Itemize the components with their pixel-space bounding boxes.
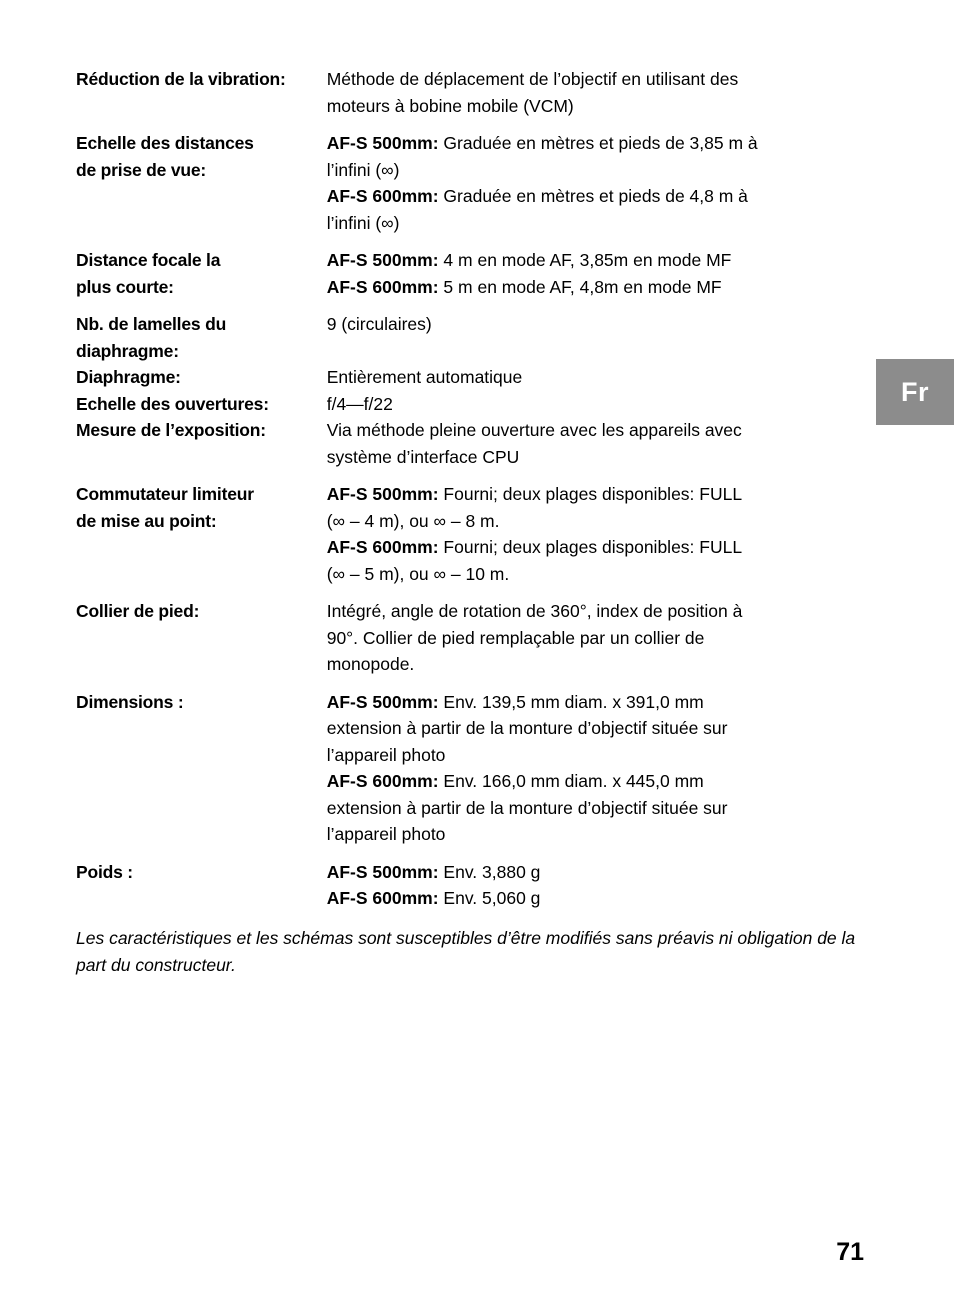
model-name: AF-S 600mm: [326,186,439,206]
spec-value-line [327,689,866,716]
spec-label [76,311,327,364]
model-name: AF-S 500mm: [326,691,439,712]
disclaimer-note: Les caractéristiques et les schémas sont susceptibles d’être modifiés sans préavis ni obligation de la part du constructeur. [76,928,856,975]
spec-value-text: l’appareil photo [326,744,446,765]
spec-value-text: 5 m en mode AF, 4,8m en mode MF [438,276,722,297]
spec-value-text: extension à partir de la monture d’objectif située sur [326,797,728,818]
spec-value-text: Env. 3,880 g [438,861,541,882]
spec-label [76,859,327,912]
spec-label-line: Diaphragme: [76,367,181,387]
spec-row-gap [76,848,866,859]
spec-row [76,66,866,119]
spec-label-line: de prise de vue: [76,159,207,180]
spec-row-gap [76,236,866,247]
spec-label [76,391,327,418]
spec-row-gap-cell [76,587,866,598]
spec-value [327,311,866,364]
spec-row [76,364,866,391]
spec-value-line [327,364,866,391]
specifications-table [76,66,866,912]
spec-row [76,247,866,300]
spec-label [76,417,327,470]
spec-value-line [327,715,866,742]
spec-value-line [327,93,866,120]
model-name: AF-S 500mm: [326,861,439,882]
spec-value-text: (∞ – 5 m), ou ∞ – 10 m. [326,563,510,584]
spec-value-line [327,795,866,822]
spec-value-text: Fourni; deux plages disponibles: FULL [438,484,743,504]
spec-value-text: (∞ – 4 m), ou ∞ – 8 m. [326,510,500,531]
spec-row-gap [76,470,866,481]
spec-label-line: Poids : [76,861,133,882]
spec-value-line [327,598,866,625]
spec-label-line: de mise au point: [76,510,217,531]
spec-value-text: Env. 139,5 mm diam. x 391,0 mm [438,691,704,712]
spec-value-text: Fourni; deux plages disponibles: FULL [438,537,743,557]
spec-value [327,689,866,848]
spec-value-text: 90°. Collier de pied remplaçable par un collier de [326,627,705,648]
spec-value-line [327,885,866,912]
spec-value-text: l’appareil photo [326,824,446,844]
spec-row-gap [76,587,866,598]
spec-value-line [327,274,866,301]
spec-label-line: Commutateur limiteur [76,484,254,504]
spec-label [76,247,327,300]
spec-label [76,481,327,587]
spec-row-gap-cell [76,119,866,130]
spec-label [76,364,327,391]
spec-value-text: Méthode de déplacement de l’objectif en utilisant des [326,69,739,89]
spec-row [76,130,866,236]
spec-value-line [327,247,866,274]
spec-value [327,859,866,912]
spec-value-line [327,311,866,338]
spec-value [327,247,866,300]
spec-value-line [327,742,866,769]
spec-value-line [327,183,866,210]
spec-label [76,598,327,678]
spec-value-text: système d’interface CPU [326,446,520,467]
spec-row [76,859,866,912]
model-name: AF-S 600mm: [326,771,439,791]
spec-value [327,66,866,119]
model-name: AF-S 500mm: [326,133,439,153]
spec-value [327,481,866,587]
spec-label-line: Distance focale la [76,250,221,270]
spec-row-gap-cell [76,678,866,689]
spec-row [76,598,866,678]
spec-value-line [327,391,866,418]
spec-value-line [327,508,866,535]
spec-row-gap-cell [76,236,866,247]
spec-value-line [327,625,866,652]
spec-value-text: Graduée en mètres et pieds de 4,8 m à [438,186,748,206]
model-name: AF-S 500mm: [326,484,439,504]
spec-label-line: diaphragme: [76,340,179,361]
spec-row [76,311,866,364]
spec-value-line [327,481,866,508]
spec-value-text: extension à partir de la monture d’objectif située sur [326,718,728,738]
spec-label-line: Réduction de la vibration: [76,69,286,89]
spec-value-line [327,157,866,184]
spec-value-text: 4 m en mode AF, 3,85m en mode MF [438,250,732,270]
model-name: AF-S 500mm: [326,250,439,270]
spec-row-gap-cell [76,470,866,481]
spec-value-line [327,534,866,561]
spec-value [327,391,866,418]
spec-value-text: Via méthode pleine ouverture avec les appareils avec [326,420,742,440]
spec-value [327,598,866,678]
spec-value-text: Env. 166,0 mm diam. x 445,0 mm [438,771,704,791]
spec-label [76,689,327,848]
spec-row [76,417,866,470]
spec-row-gap-cell [76,300,866,311]
spec-row [76,689,866,848]
spec-row-gap [76,300,866,311]
spec-value-text: 9 (circulaires) [326,314,432,334]
spec-row-gap-cell [76,848,866,859]
spec-value-text: Graduée en mètres et pieds de 3,85 m à [438,133,758,153]
spec-label-line: Echelle des ouvertures: [76,393,269,414]
spec-row [76,391,866,418]
spec-value-line [327,444,866,471]
model-name: AF-S 600mm: [326,888,439,908]
spec-value-line [327,130,866,157]
spec-value-text: l’infini (∞) [326,212,400,233]
spec-label-line: Nb. de lamelles du [76,314,227,334]
spec-label-line: Echelle des distances [76,133,254,153]
spec-value-line [327,210,866,237]
spec-row-gap [76,678,866,689]
spec-value [327,130,866,236]
spec-value [327,364,866,391]
model-name: AF-S 600mm: [326,537,439,557]
spec-value-text: Intégré, angle de rotation de 360°, index de position à [326,601,743,621]
spec-value [327,417,866,470]
spec-value-line [327,768,866,795]
spec-label-line: Mesure de l’exposition: [76,420,266,440]
spec-value-line [327,859,866,886]
spec-value-line [327,821,866,848]
spec-value-line [327,561,866,588]
spec-value-text: monopode. [326,654,415,674]
spec-value-text: f/4—f/22 [326,393,393,414]
spec-value-text: Env. 5,060 g [438,888,541,908]
spec-value-text: l’infini (∞) [326,159,400,180]
spec-row-gap [76,119,866,130]
spec-value-text: Entièrement automatique [326,367,523,387]
spec-label [76,66,327,119]
spec-label-line: plus courte: [76,276,174,297]
model-name: AF-S 600mm: [326,276,439,297]
spec-row [76,481,866,587]
page-number: 71 [836,1238,864,1266]
spec-value-text: moteurs à bobine mobile (VCM) [326,95,574,116]
spec-value-line [327,66,866,93]
spec-label-line: Dimensions : [76,691,184,712]
spec-label-line: Collier de pied: [76,601,200,621]
language-tab: Fr [876,359,954,425]
spec-value-line [327,651,866,678]
spec-value-line [327,417,866,444]
spec-label [76,130,327,236]
